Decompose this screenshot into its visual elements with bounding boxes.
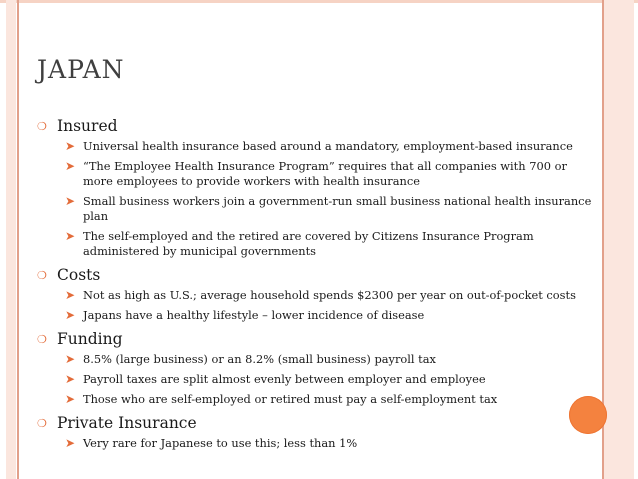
list-item [65,288,592,303]
list-item-text: Very rare for Japanese to use this; less than 1% [83,436,358,450]
pointer-bullet-icon: ➤ [65,372,76,386]
sub-bullet-list [37,436,592,451]
section-funding [37,330,592,407]
pointer-bullet-icon: ➤ [65,159,76,173]
list-item-text: Payroll taxes are split almost evenly between employer and employee [83,372,486,386]
right-decorative-strip [604,0,634,479]
pointer-bullet-icon: ➤ [65,288,76,302]
list-item [65,372,592,387]
pointer-bullet-icon: ➤ [65,436,76,450]
bullet-level1 [37,330,592,349]
list-item [65,392,592,407]
list-item-text: Small business workers join a government-run small business national health insurance plan [83,194,592,223]
list-item-text: Universal health insurance based around a mandatory, employment-based insurance [83,139,573,153]
pointer-bullet-icon: ➤ [65,139,76,153]
section-heading: Insured [57,117,118,135]
hollow-circle-bullet-icon: ❍ [37,333,47,346]
bullet-level1 [37,414,592,433]
top-accent-band [0,0,638,3]
list-item-text: Those who are self-employed or retired must pay a self-employment tax [83,392,498,406]
slide-title: JAPAN [37,55,125,84]
section-insured [37,117,592,259]
list-item-text: 8.5% (large business) or an 8.2% (small business) payroll tax [83,352,436,366]
list-item-text: The self-employed and the retired are covered by Citizens Insurance Program administered by municipal governments [83,229,534,258]
list-item [65,352,592,367]
list-item [65,159,592,189]
list-item [65,229,592,259]
list-item [65,308,592,323]
bullet-level1 [37,266,592,285]
section-heading: Funding [57,330,123,348]
list-item [65,194,592,224]
list-item-text: “The Employee Health Insurance Program” requires that all companies with 700 or more employees to provide workers with health insurance [83,159,567,188]
pointer-bullet-icon: ➤ [65,308,76,322]
pointer-bullet-icon: ➤ [65,194,76,208]
section-private-insurance [37,414,592,451]
sub-bullet-list [37,288,592,323]
hollow-circle-bullet-icon: ❍ [37,269,47,282]
section-heading: Private Insurance [57,414,197,432]
list-item [65,139,592,154]
pointer-bullet-icon: ➤ [65,229,76,243]
hollow-circle-bullet-icon: ❍ [37,417,47,430]
list-item [65,436,592,451]
section-heading: Costs [57,266,101,284]
slide-content [37,117,592,458]
left-rule-line [17,0,19,479]
sub-bullet-list [37,139,592,259]
bullet-level1 [37,117,592,136]
pointer-bullet-icon: ➤ [65,392,76,406]
left-decorative-strip [6,0,16,479]
section-costs [37,266,592,323]
sub-bullet-list [37,352,592,407]
pointer-bullet-icon: ➤ [65,352,76,366]
list-item-text: Japans have a healthy lifestyle – lower incidence of disease [83,308,425,322]
list-item-text: Not as high as U.S.; average household spends $2300 per year on out-of-pocket costs [83,288,576,302]
hollow-circle-bullet-icon: ❍ [37,120,47,133]
